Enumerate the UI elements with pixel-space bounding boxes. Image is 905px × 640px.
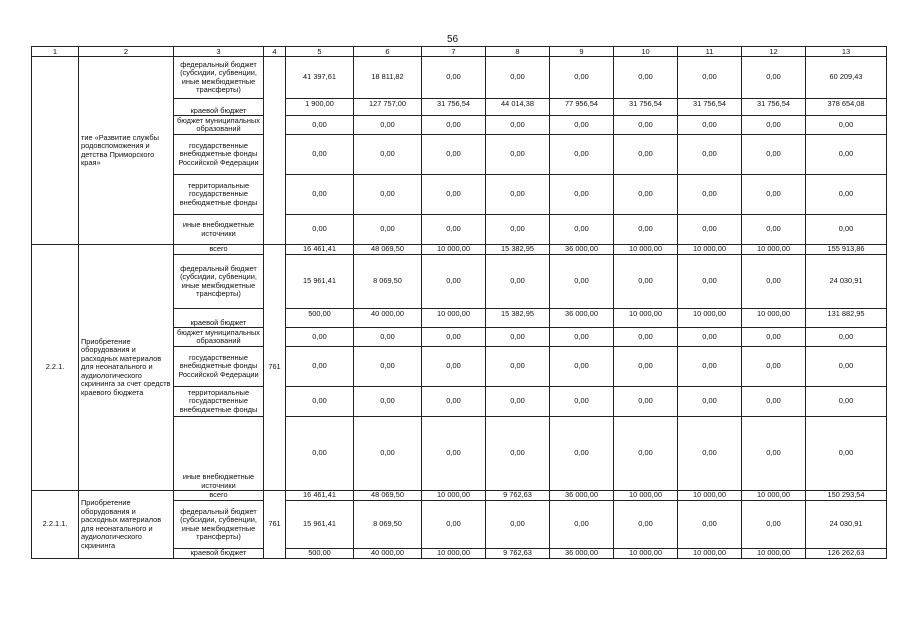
code-cell: 761 (264, 245, 286, 491)
value-cell: 10 000,00 (422, 309, 486, 328)
table-row (32, 491, 887, 501)
item-number-cell: 2.2.1. (32, 245, 79, 491)
value-cell: 0,00 (286, 175, 354, 215)
value-cell: 10 000,00 (678, 309, 742, 328)
value-cell: 0,00 (742, 135, 806, 175)
value-cell: 0,00 (614, 387, 678, 417)
header-cell: 4 (264, 47, 286, 57)
value-cell: 31 756,54 (422, 99, 486, 116)
header-row (32, 47, 887, 57)
value-cell: 0,00 (614, 116, 678, 135)
value-cell: 36 000,00 (550, 245, 614, 255)
value-cell: 0,00 (678, 387, 742, 417)
value-cell: 0,00 (742, 328, 806, 347)
value-cell: 0,00 (806, 116, 887, 135)
value-cell: 10 000,00 (422, 491, 486, 501)
funding-source-cell: государственные внебюджетные фонды Российской Федерации (174, 347, 264, 387)
value-cell: 0,00 (742, 347, 806, 387)
value-cell: 500,00 (286, 549, 354, 559)
value-cell: 0,00 (422, 215, 486, 245)
value-cell: 10 000,00 (678, 549, 742, 559)
page-number: 56 (446, 34, 459, 45)
value-cell: 0,00 (678, 417, 742, 491)
item-name-cell: тие «Развитие службы родовспоможения и детства Приморского края» (79, 57, 174, 245)
value-cell: 10 000,00 (742, 491, 806, 501)
funding-source-cell: территориальные государственные внебюджетные фонды (174, 387, 264, 417)
value-cell: 36 000,00 (550, 549, 614, 559)
value-cell: 10 000,00 (742, 245, 806, 255)
value-cell: 15 382,95 (486, 309, 550, 328)
value-cell: 15 382,95 (486, 245, 550, 255)
value-cell: 0,00 (286, 135, 354, 175)
value-cell: 0,00 (742, 116, 806, 135)
value-cell: 31 756,54 (614, 99, 678, 116)
funding-source-cell: бюджет муниципальных образований (174, 328, 264, 347)
value-cell: 0,00 (550, 175, 614, 215)
funding-source-cell: государственные внебюджетные фонды Российской Федерации (174, 135, 264, 175)
value-cell: 0,00 (286, 347, 354, 387)
value-cell: 0,00 (550, 417, 614, 491)
value-cell: 0,00 (422, 135, 486, 175)
value-cell: 0,00 (354, 215, 422, 245)
value-cell: 8 069,50 (354, 501, 422, 549)
value-cell: 40 000,00 (354, 309, 422, 328)
header-cell: 2 (79, 47, 174, 57)
header-cell: 1 (32, 47, 79, 57)
value-cell: 500,00 (286, 309, 354, 328)
value-cell: 0,00 (614, 347, 678, 387)
value-cell: 0,00 (550, 215, 614, 245)
value-cell: 0,00 (614, 135, 678, 175)
value-cell: 0,00 (486, 417, 550, 491)
value-cell: 0,00 (742, 501, 806, 549)
funding-source-cell: краевой бюджет (174, 309, 264, 328)
value-cell: 44 014,38 (486, 99, 550, 116)
value-cell: 0,00 (806, 215, 887, 245)
value-cell: 0,00 (422, 387, 486, 417)
value-cell: 48 069,50 (354, 245, 422, 255)
value-cell: 9 762,63 (486, 491, 550, 501)
value-cell: 0,00 (614, 175, 678, 215)
value-cell: 0,00 (678, 328, 742, 347)
value-cell: 0,00 (678, 347, 742, 387)
value-cell: 0,00 (486, 501, 550, 549)
value-cell: 0,00 (614, 417, 678, 491)
header-cell: 5 (286, 47, 354, 57)
value-cell: 8 069,50 (354, 255, 422, 309)
value-cell: 0,00 (678, 255, 742, 309)
value-cell: 0,00 (742, 387, 806, 417)
value-cell: 0,00 (806, 175, 887, 215)
item-number-cell: 2.2.1.1. (32, 491, 79, 559)
value-cell: 0,00 (678, 135, 742, 175)
value-cell: 0,00 (486, 328, 550, 347)
value-cell: 9 762,63 (486, 549, 550, 559)
value-cell: 0,00 (742, 175, 806, 215)
value-cell: 0,00 (742, 57, 806, 99)
funding-source-cell: федеральный бюджет (субсидии, субвенции, иные межбюджетные трансферты) (174, 255, 264, 309)
code-cell (264, 57, 286, 245)
value-cell: 0,00 (486, 116, 550, 135)
value-cell: 0,00 (742, 417, 806, 491)
value-cell: 0,00 (806, 387, 887, 417)
header-cell: 11 (678, 47, 742, 57)
code-cell: 761 (264, 491, 286, 559)
value-cell: 0,00 (614, 255, 678, 309)
value-cell: 0,00 (286, 116, 354, 135)
value-cell: 0,00 (486, 387, 550, 417)
funding-source-cell: бюджет муниципальных образований (174, 116, 264, 135)
value-cell: 48 069,50 (354, 491, 422, 501)
header-cell: 6 (354, 47, 422, 57)
funding-source-cell: иные внебюджетные источники (174, 215, 264, 245)
value-cell: 0,00 (422, 57, 486, 99)
value-cell: 126 262,63 (806, 549, 887, 559)
value-cell: 0,00 (742, 215, 806, 245)
value-cell: 0,00 (742, 255, 806, 309)
value-cell: 0,00 (354, 347, 422, 387)
value-cell: 155 913,86 (806, 245, 887, 255)
value-cell: 0,00 (354, 328, 422, 347)
value-cell: 36 000,00 (550, 491, 614, 501)
value-cell: 0,00 (422, 175, 486, 215)
value-cell: 0,00 (550, 135, 614, 175)
value-cell: 0,00 (354, 417, 422, 491)
table-row (32, 245, 887, 255)
value-cell: 0,00 (286, 417, 354, 491)
value-cell: 0,00 (286, 387, 354, 417)
funding-source-cell: краевой бюджет (174, 549, 264, 559)
value-cell: 0,00 (550, 501, 614, 549)
value-cell: 0,00 (422, 417, 486, 491)
value-cell: 15 961,41 (286, 255, 354, 309)
value-cell: 0,00 (286, 328, 354, 347)
funding-source-cell: иные внебюджетные источники (174, 417, 264, 491)
value-cell: 16 461,41 (286, 491, 354, 501)
value-cell: 10 000,00 (742, 309, 806, 328)
funding-source-cell: всего (174, 245, 264, 255)
value-cell: 0,00 (550, 255, 614, 309)
value-cell: 10 000,00 (742, 549, 806, 559)
value-cell: 10 000,00 (614, 309, 678, 328)
value-cell: 0,00 (354, 135, 422, 175)
header-cell: 10 (614, 47, 678, 57)
value-cell: 0,00 (550, 347, 614, 387)
value-cell: 10 000,00 (422, 245, 486, 255)
value-cell: 16 461,41 (286, 245, 354, 255)
value-cell: 10 000,00 (614, 491, 678, 501)
funding-source-cell: краевой бюджет (174, 99, 264, 116)
value-cell: 1 900,00 (286, 99, 354, 116)
value-cell: 0,00 (354, 116, 422, 135)
value-cell: 0,00 (486, 255, 550, 309)
value-cell: 0,00 (486, 57, 550, 99)
value-cell: 0,00 (678, 501, 742, 549)
value-cell: 0,00 (550, 328, 614, 347)
value-cell: 127 757,00 (354, 99, 422, 116)
value-cell: 0,00 (678, 215, 742, 245)
value-cell: 36 000,00 (550, 309, 614, 328)
funding-source-cell: федеральный бюджет (субсидии, субвенции, иные межбюджетные трансферты) (174, 501, 264, 549)
value-cell: 10 000,00 (422, 549, 486, 559)
value-cell: 77 956,54 (550, 99, 614, 116)
value-cell: 0,00 (614, 57, 678, 99)
value-cell: 15 961,41 (286, 501, 354, 549)
header-cell: 7 (422, 47, 486, 57)
value-cell: 0,00 (614, 501, 678, 549)
value-cell: 0,00 (678, 116, 742, 135)
value-cell: 31 756,54 (678, 99, 742, 116)
value-cell: 0,00 (678, 57, 742, 99)
value-cell: 0,00 (422, 328, 486, 347)
item-name-cell: Приобретение оборудования и расходных материалов для неонатального и аудиологического скрининга (79, 491, 174, 559)
value-cell: 40 000,00 (354, 549, 422, 559)
value-cell: 0,00 (286, 215, 354, 245)
value-cell: 0,00 (806, 417, 887, 491)
table-row (32, 57, 887, 99)
value-cell: 31 756,54 (742, 99, 806, 116)
funding-source-cell: всего (174, 491, 264, 501)
header-cell: 13 (806, 47, 887, 57)
header-cell: 12 (742, 47, 806, 57)
value-cell: 0,00 (678, 175, 742, 215)
value-cell: 0,00 (806, 135, 887, 175)
header-cell: 9 (550, 47, 614, 57)
value-cell: 0,00 (806, 328, 887, 347)
value-cell: 18 811,82 (354, 57, 422, 99)
value-cell: 0,00 (614, 328, 678, 347)
value-cell: 10 000,00 (678, 245, 742, 255)
header-cell: 3 (174, 47, 264, 57)
value-cell: 0,00 (422, 347, 486, 387)
value-cell: 0,00 (806, 347, 887, 387)
value-cell: 0,00 (486, 175, 550, 215)
value-cell: 41 397,61 (286, 57, 354, 99)
item-number-cell (32, 57, 79, 245)
value-cell: 10 000,00 (614, 549, 678, 559)
value-cell: 10 000,00 (678, 491, 742, 501)
value-cell: 10 000,00 (614, 245, 678, 255)
value-cell: 0,00 (550, 387, 614, 417)
value-cell: 0,00 (354, 387, 422, 417)
value-cell: 0,00 (486, 215, 550, 245)
value-cell: 0,00 (550, 116, 614, 135)
value-cell: 0,00 (422, 501, 486, 549)
value-cell: 378 654,08 (806, 99, 887, 116)
value-cell: 0,00 (422, 116, 486, 135)
value-cell: 0,00 (486, 135, 550, 175)
value-cell: 0,00 (614, 215, 678, 245)
budget-table (31, 46, 887, 559)
funding-source-cell: территориальные государственные внебюджетные фонды (174, 175, 264, 215)
value-cell: 150 293,54 (806, 491, 887, 501)
value-cell: 0,00 (550, 57, 614, 99)
value-cell: 24 030,91 (806, 255, 887, 309)
value-cell: 0,00 (422, 255, 486, 309)
item-name-cell: Приобретение оборудования и расходных материалов для неонатального и аудиологического скрининга за счет средств краевого бюджета (79, 245, 174, 491)
funding-source-cell: федеральный бюджет (субсидии, субвенции, иные межбюджетные трансферты) (174, 57, 264, 99)
value-cell: 24 030,91 (806, 501, 887, 549)
value-cell: 0,00 (486, 347, 550, 387)
value-cell: 131 882,95 (806, 309, 887, 328)
value-cell: 0,00 (354, 175, 422, 215)
header-cell: 8 (486, 47, 550, 57)
value-cell: 60 209,43 (806, 57, 887, 99)
